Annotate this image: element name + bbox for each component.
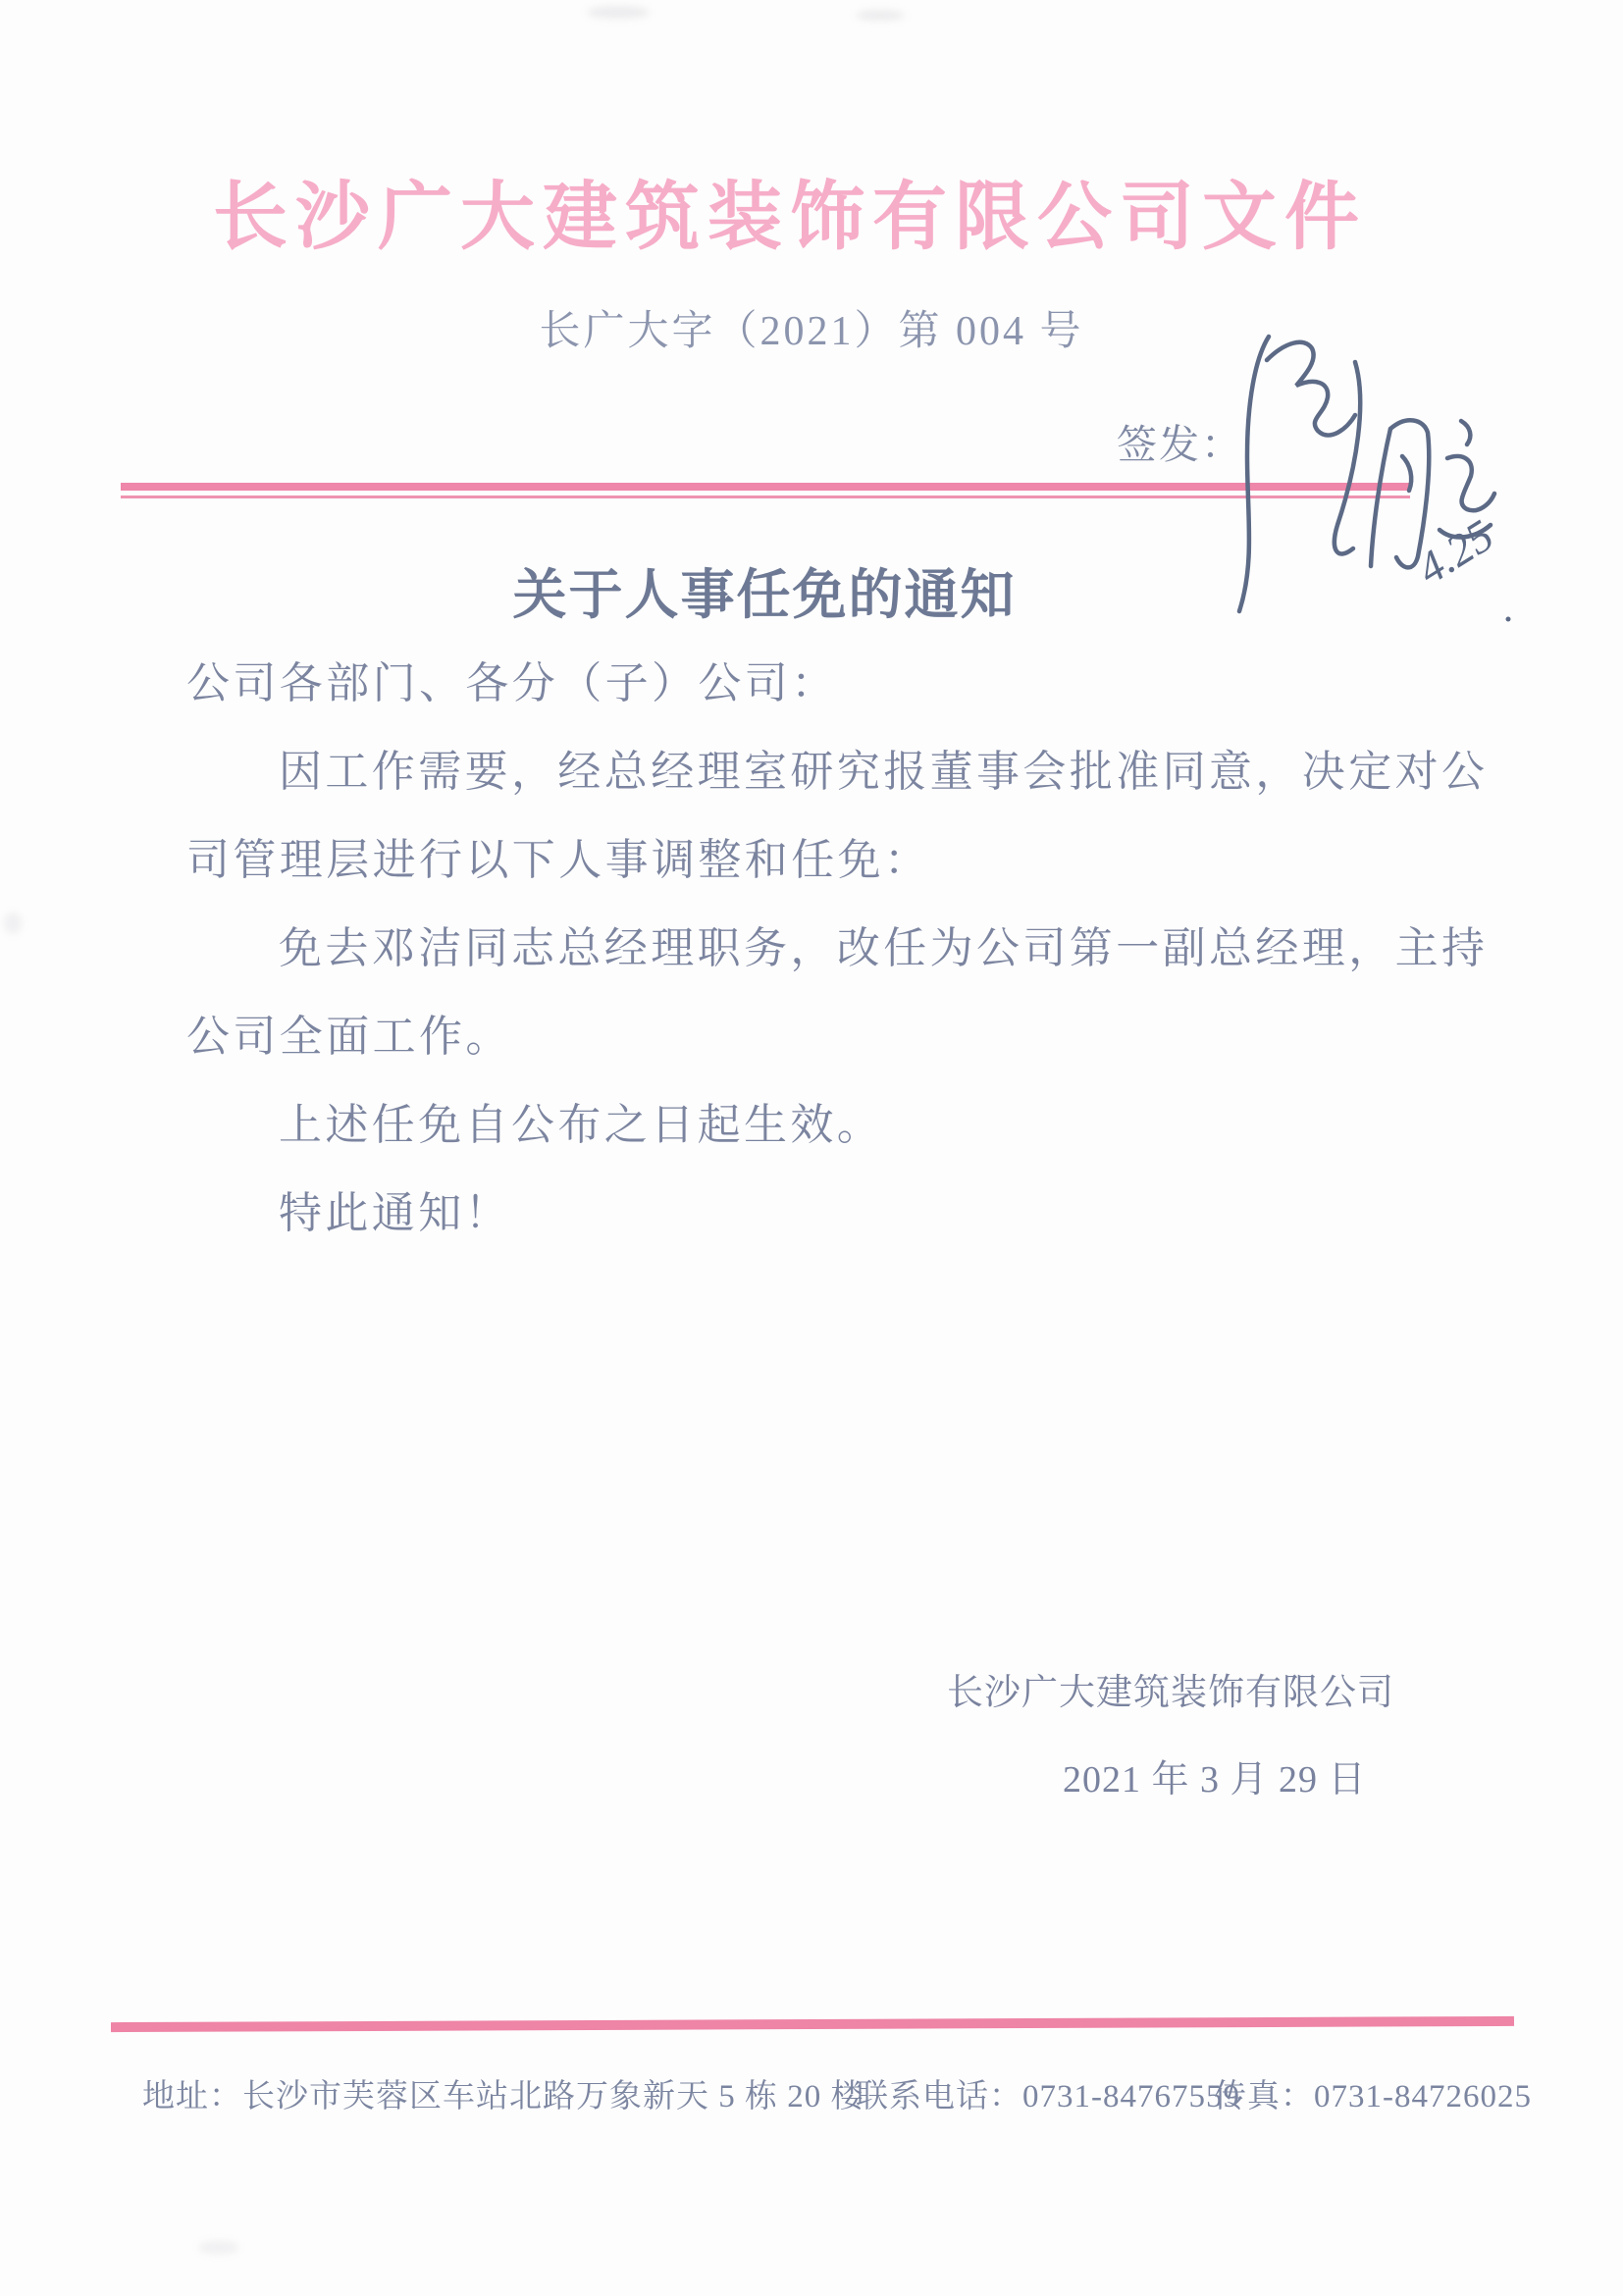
scan-artifact <box>856 10 905 21</box>
scan-artifact <box>4 913 22 934</box>
signoff-date: 2021 年 3 月 29 日 <box>1063 1759 1367 1800</box>
notice-body <box>186 640 1501 1258</box>
body-line: 公司全面工作。 <box>186 1013 512 1061</box>
body-line: 因工作需要，经总经理室研究报董事会批准同意，决定对公 <box>279 748 1489 796</box>
footer-phone: 联系电话：0731-84767559 <box>856 2079 1240 2114</box>
body-line: 司管理层进行以下人事调整和任免： <box>186 836 931 884</box>
footer-fax: 传真：0731-84726025 <box>1214 2079 1532 2114</box>
footer-divider-rule <box>111 2016 1514 2032</box>
body-line: 公司各部门、各分（子）公司： <box>186 659 838 707</box>
signature-handwriting <box>1182 319 1536 643</box>
document-number: 长广大字（2021）第 004 号 <box>539 309 1084 354</box>
scan-artifact <box>587 6 650 19</box>
body-line: 特此通知！ <box>279 1189 511 1237</box>
signature-date-text: 4.25 <box>1408 509 1502 595</box>
scan-artifact <box>198 2241 239 2254</box>
body-line: 上述任免自公布之日起生效。 <box>279 1101 884 1149</box>
body-line: 免去邓洁同志总经理职务，改任为公司第一副总经理，主持 <box>279 924 1489 972</box>
issuer-label: 签发： <box>1117 422 1243 467</box>
notice-title: 关于人事任免的通知 <box>512 565 1017 625</box>
signoff-company: 长沙广大建筑装饰有限公司 <box>947 1673 1394 1713</box>
letterhead-title: 长沙广大建筑装饰有限公司文件 <box>213 177 1367 259</box>
footer-address: 地址：长沙市芙蓉区车站北路万象新天 5 栋 20 楼 <box>142 2079 864 2114</box>
